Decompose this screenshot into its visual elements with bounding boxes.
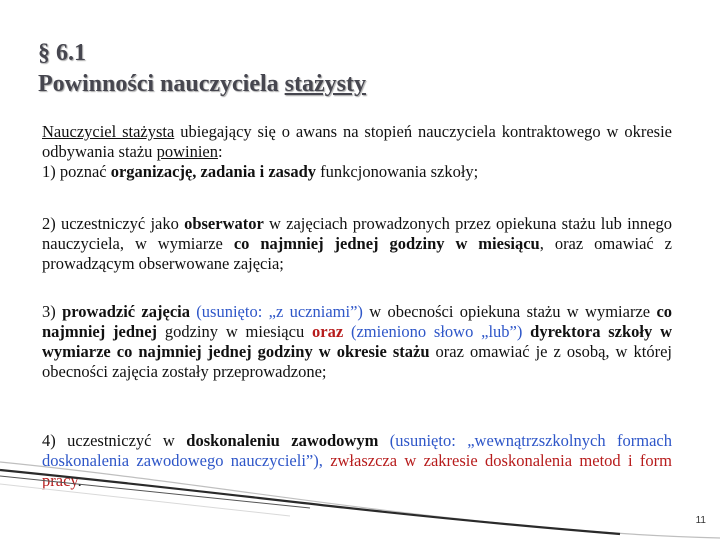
item-3-bold-director: dyrektora szkoły w wymiarze co najmniej jednej godziny w okresie stażu: [42, 322, 672, 361]
item-3-changed-note: (zmieniono słowo „lub”): [343, 322, 523, 341]
swoosh-light-line: [0, 462, 720, 538]
item-3-bold-min: co najmniej jednej: [42, 302, 673, 341]
slide-number: 11: [695, 515, 706, 526]
swoosh-dark-line: [0, 470, 620, 534]
title-section-number: § 6.1: [38, 40, 86, 66]
item-2-text-e: , oraz omawiać z prowadzącym obserwowane zajęcia;: [42, 234, 672, 273]
title-heading-main: Powinności nauczyciela: [38, 71, 285, 97]
title-heading-underlined: stażysty: [284, 71, 366, 97]
item-3-oraz: oraz: [312, 322, 344, 341]
item-4-period: .: [77, 471, 82, 490]
item-4-bold: doskonaleniu zawodowym: [186, 431, 379, 450]
item-3-text-j: oraz omawiać je z osobą, w której obecności zajęcia zostały przeprowadzone;: [42, 342, 672, 381]
item-4-red-text: zwłaszcza w zakresie doskonalenia metod i form pracy: [42, 451, 672, 490]
item-2-text-c: w zajęciach prowadzonych przez opiekuna stażu lub innego nauczyciela, w wymiarze: [42, 214, 673, 253]
intro-obligation: powinien: [156, 142, 218, 161]
item-2: [42, 214, 672, 274]
slide-title: [38, 38, 366, 100]
item-2-bold-observer: obserwator: [184, 214, 264, 233]
item-4-removed-note: (usunięto: „wewnątrzszkolnych formach doskonalenia zawodowego nauczycieli”),: [42, 431, 673, 470]
item-2-text-a: 2) uczestniczyć jako: [42, 214, 185, 233]
intro-text: ubiegający się o awans na stopień nauczyciela kontraktowego w okresie odbywania stażu: [42, 122, 672, 161]
item-3-text-d: w obecności opiekuna stażu w wymiarze: [362, 302, 657, 321]
item-2-bold-frequency: co najmniej jednej godziny w miesiącu: [233, 234, 540, 253]
intro-colon: :: [217, 142, 223, 161]
intro-subject: Nauczyciel stażysta: [42, 122, 175, 141]
decorative-swoosh: [0, 440, 720, 540]
item-4-text-a: 4) uczestniczyć w: [42, 431, 187, 450]
title-heading: [38, 69, 366, 100]
item-1-text-a: 1) poznać: [42, 162, 111, 181]
item-1-bold: organizację, zadania i zasady: [110, 162, 317, 181]
swoosh-faint-line: [0, 484, 290, 516]
item-3: [42, 302, 672, 382]
item-3-removed-note: (usunięto: „z uczniami”): [189, 302, 363, 321]
item-1-text-c: funkcjonowania szkoły;: [316, 162, 479, 181]
item-3-text-f: godziny w miesiącu: [157, 322, 312, 341]
item-3-bold-conduct: prowadzić zajęcia: [62, 302, 190, 321]
intro-paragraph: [42, 122, 672, 182]
item-3-number: 3): [42, 302, 63, 321]
item-1: [42, 162, 672, 182]
